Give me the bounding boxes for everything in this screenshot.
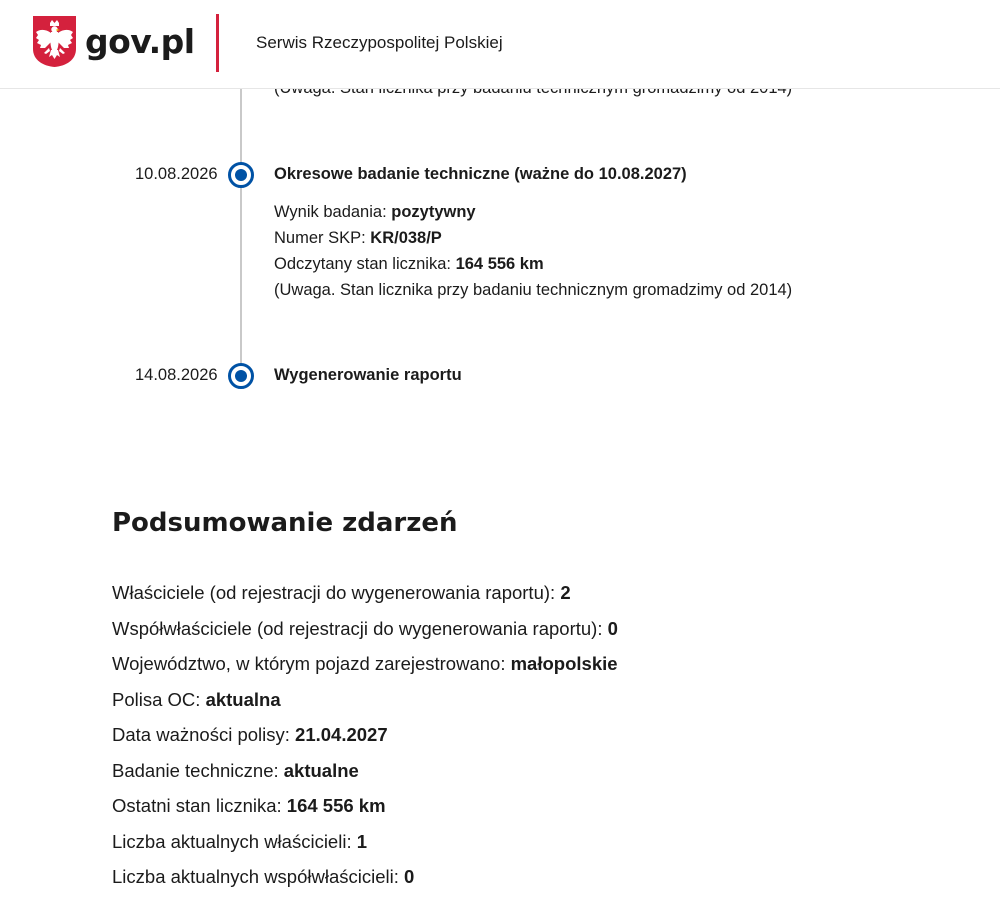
summary-label: Data ważności polisy:: [112, 724, 296, 745]
summary-row-current-co-owners: [112, 859, 618, 895]
summary-value: 21.04.2027: [295, 724, 388, 745]
detail-note: (Uwaga. Stan licznika przy badaniu technicznym gromadzimy od 2014): [274, 281, 793, 299]
summary-row-owners: [112, 575, 618, 611]
event-details: [274, 199, 792, 303]
timeline-dot-icon: [228, 162, 254, 188]
summary-value: 1: [356, 830, 368, 852]
summary-row-insurance: [112, 682, 618, 718]
event-detail-row: [274, 251, 792, 277]
summary-row-odometer: [112, 788, 618, 824]
detail-value: KR/038/P: [370, 229, 442, 247]
summary-value: 2: [560, 582, 571, 603]
summary-row-current-owners: [112, 824, 618, 860]
summary-label: Współwłaściciele (od rejestracji do wygenerowania raportu):: [112, 617, 608, 639]
summary-value: aktualna: [205, 688, 281, 710]
event-detail-row: [274, 199, 792, 225]
summary-label: Liczba aktualnych właścicieli:: [112, 830, 357, 852]
gov-pl-logo-link[interactable]: [32, 15, 195, 68]
summary-row-voivodeship: [112, 646, 618, 682]
summary-label: Polisa OC:: [112, 688, 206, 710]
summary-label: Badanie techniczne:: [112, 759, 284, 781]
polish-eagle-emblem-icon: [32, 15, 77, 68]
detail-label: Numer SKP:: [274, 229, 371, 247]
event-title: Wygenerowanie raportu: [274, 366, 462, 384]
event-date: 14.08.2026: [135, 366, 218, 384]
summary-label: Liczba aktualnych współwłaścicieli:: [112, 866, 405, 887]
summary-list: [112, 575, 618, 895]
summary-row-inspection: [112, 753, 618, 789]
summary-title: Podsumowanie zdarzeń: [112, 508, 458, 538]
summary-value: 0: [404, 866, 415, 887]
summary-value: 164 556 km: [286, 795, 386, 816]
summary-value: małopolskie: [510, 653, 618, 674]
event-title: Okresowe badanie techniczne (ważne do 10.08.2027): [274, 165, 687, 183]
summary-label: Województwo, w którym pojazd zarejestrowano:: [112, 653, 511, 674]
detail-value: pozytywny: [391, 203, 476, 221]
summary-label: Właściciele (od rejestracji do wygenerowania raportu):: [112, 582, 561, 603]
header-divider: [216, 14, 219, 72]
summary-value: aktualne: [283, 759, 359, 781]
summary-row-insurance-expiry: [112, 717, 618, 753]
summary-label: Ostatni stan licznika:: [112, 795, 287, 816]
timeline-line: [240, 89, 242, 377]
site-header: [0, 0, 1000, 89]
summary-row-co-owners: [112, 611, 618, 647]
summary-value: 0: [607, 617, 618, 639]
event-detail-row: [274, 225, 792, 251]
logo-text: gov.pl: [85, 22, 195, 61]
detail-value: 164 556 km: [455, 255, 544, 273]
event-date: 10.08.2026: [135, 165, 218, 183]
service-name: Serwis Rzeczypospolitej Polskiej: [256, 33, 503, 52]
event-detail-row: [274, 277, 792, 303]
detail-label: Wynik badania:: [274, 203, 392, 221]
detail-label: Odczytany stan licznika:: [274, 255, 456, 273]
timeline-dot-icon: [228, 363, 254, 389]
